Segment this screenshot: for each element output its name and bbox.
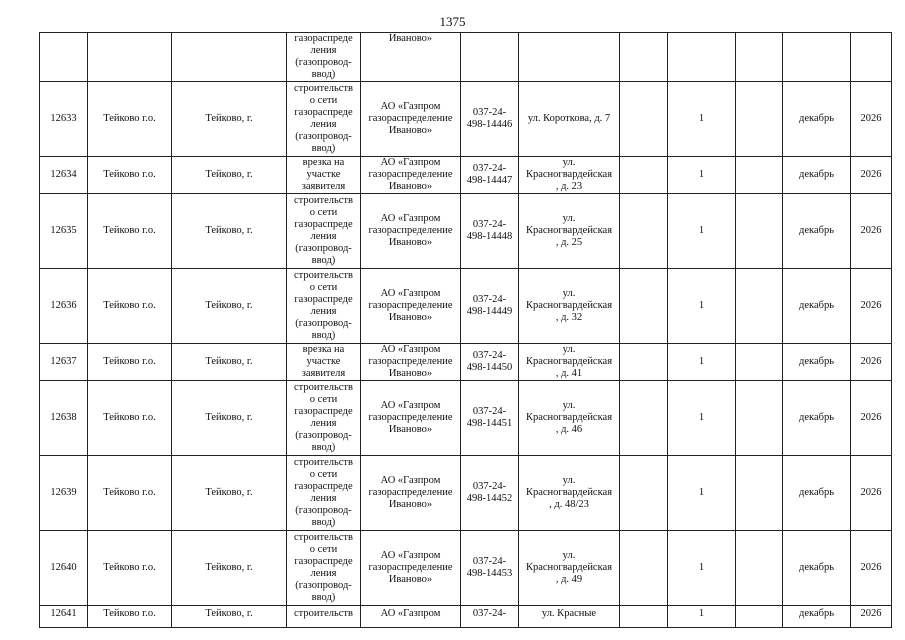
cell-empty-1: [620, 456, 668, 531]
cell-municipality: Тейково г.о.: [88, 381, 172, 456]
cell-empty-1: [620, 381, 668, 456]
cell-quantity: 1: [668, 344, 736, 381]
table-row: [40, 194, 892, 269]
cell-code: 037-24- 498-14449: [461, 269, 519, 344]
cell-empty-1: [620, 33, 668, 82]
cell-municipality: Тейково г.о.: [88, 606, 172, 628]
cell-organization: АО «Газпром газораспределение Иваново»: [361, 157, 461, 194]
cell-empty-2: [736, 82, 783, 157]
cell-address: ул. Красногвардейская , д. 49: [519, 531, 620, 606]
cell-code: 037-24-: [461, 606, 519, 628]
cell-organization: АО «Газпром газораспределение Иваново»: [361, 194, 461, 269]
cell-organization: АО «Газпром: [361, 606, 461, 628]
table-row: [40, 157, 892, 194]
cell-quantity: 1: [668, 606, 736, 628]
cell-empty-2: [736, 33, 783, 82]
cell-work-type: строительств о сети газораспреде ления (газопровод- ввод): [287, 82, 361, 157]
cell-empty-2: [736, 606, 783, 628]
cell-municipality: Тейково г.о.: [88, 531, 172, 606]
cell-address: ул. Красногвардейская , д. 23: [519, 157, 620, 194]
cell-municipality: Тейково г.о.: [88, 194, 172, 269]
cell-quantity: 1: [668, 82, 736, 157]
cell-municipality: Тейково г.о.: [88, 456, 172, 531]
cell-address: ул. Красногвардейская , д. 25: [519, 194, 620, 269]
cell-work-type: газораспреде ления (газопровод- ввод): [287, 33, 361, 82]
cell-empty-2: [736, 344, 783, 381]
cell-num: 12639: [40, 456, 88, 531]
cell-address: ул. Красные: [519, 606, 620, 628]
cell-locality: Тейково, г.: [172, 269, 287, 344]
cell-year: 2026: [851, 456, 892, 531]
cell-work-type: строительств о сети газораспреде ления (газопровод- ввод): [287, 456, 361, 531]
cell-empty-2: [736, 269, 783, 344]
cell-locality: Тейково, г.: [172, 344, 287, 381]
cell-code: 037-24- 498-14452: [461, 456, 519, 531]
cell-code: [461, 33, 519, 82]
cell-work-type: врезка на участке заявителя: [287, 157, 361, 194]
cell-organization: АО «Газпром газораспределение Иваново»: [361, 456, 461, 531]
cell-year: [851, 33, 892, 82]
cell-municipality: Тейково г.о.: [88, 269, 172, 344]
cell-address: ул. Красногвардейская , д. 41: [519, 344, 620, 381]
cell-empty-1: [620, 606, 668, 628]
cell-num: 12637: [40, 344, 88, 381]
table-row: [40, 381, 892, 456]
cell-month: декабрь: [783, 157, 851, 194]
cell-empty-1: [620, 344, 668, 381]
cell-month: [783, 33, 851, 82]
cell-locality: Тейково, г.: [172, 531, 287, 606]
cell-year: 2026: [851, 381, 892, 456]
cell-organization: АО «Газпром газораспределение Иваново»: [361, 269, 461, 344]
cell-quantity: 1: [668, 269, 736, 344]
cell-code: 037-24- 498-14448: [461, 194, 519, 269]
registry-table-body: [40, 33, 892, 628]
cell-organization: Иваново»: [361, 33, 461, 82]
cell-locality: Тейково, г.: [172, 157, 287, 194]
cell-empty-1: [620, 269, 668, 344]
cell-address: ул. Короткова, д. 7: [519, 82, 620, 157]
table-row: [40, 456, 892, 531]
cell-code: 037-24- 498-14450: [461, 344, 519, 381]
cell-month: декабрь: [783, 82, 851, 157]
cell-quantity: [668, 33, 736, 82]
cell-month: декабрь: [783, 606, 851, 628]
cell-month: декабрь: [783, 531, 851, 606]
cell-work-type: строительств о сети газораспреде ления (газопровод- ввод): [287, 381, 361, 456]
cell-month: декабрь: [783, 344, 851, 381]
cell-work-type: врезка на участке заявителя: [287, 344, 361, 381]
table-row: [40, 531, 892, 606]
cell-empty-1: [620, 194, 668, 269]
cell-code: 037-24- 498-14451: [461, 381, 519, 456]
cell-empty-2: [736, 531, 783, 606]
table-row: [40, 606, 892, 628]
cell-work-type: строительств о сети газораспреде ления (газопровод- ввод): [287, 194, 361, 269]
cell-address: ул. Красногвардейская , д. 46: [519, 381, 620, 456]
cell-num: 12640: [40, 531, 88, 606]
cell-empty-1: [620, 157, 668, 194]
cell-num: 12641: [40, 606, 88, 628]
cell-locality: Тейково, г.: [172, 606, 287, 628]
cell-code: 037-24- 498-14453: [461, 531, 519, 606]
cell-work-type: строительств о сети газораспреде ления (газопровод- ввод): [287, 531, 361, 606]
cell-organization: АО «Газпром газораспределение Иваново»: [361, 531, 461, 606]
cell-locality: Тейково, г.: [172, 381, 287, 456]
cell-municipality: Тейково г.о.: [88, 344, 172, 381]
cell-num: 12633: [40, 82, 88, 157]
cell-year: 2026: [851, 82, 892, 157]
cell-year: 2026: [851, 344, 892, 381]
cell-quantity: 1: [668, 157, 736, 194]
cell-address: ул. Красногвардейская , д. 48/23: [519, 456, 620, 531]
cell-quantity: 1: [668, 531, 736, 606]
table-row: [40, 82, 892, 157]
table-row: [40, 269, 892, 344]
cell-month: декабрь: [783, 456, 851, 531]
cell-empty-2: [736, 157, 783, 194]
cell-empty-1: [620, 531, 668, 606]
cell-municipality: [88, 33, 172, 82]
cell-month: декабрь: [783, 194, 851, 269]
cell-num: [40, 33, 88, 82]
cell-empty-2: [736, 456, 783, 531]
cell-empty-2: [736, 381, 783, 456]
cell-address: ул. Красногвардейская , д. 32: [519, 269, 620, 344]
cell-code: 037-24- 498-14447: [461, 157, 519, 194]
cell-locality: Тейково, г.: [172, 82, 287, 157]
cell-quantity: 1: [668, 456, 736, 531]
cell-quantity: 1: [668, 194, 736, 269]
cell-organization: АО «Газпром газораспределение Иваново»: [361, 381, 461, 456]
cell-year: 2026: [851, 194, 892, 269]
cell-organization: АО «Газпром газораспределение Иваново»: [361, 82, 461, 157]
cell-address: [519, 33, 620, 82]
registry-table: [39, 32, 892, 628]
cell-month: декабрь: [783, 269, 851, 344]
cell-year: 2026: [851, 269, 892, 344]
cell-quantity: 1: [668, 381, 736, 456]
cell-year: 2026: [851, 531, 892, 606]
cell-year: 2026: [851, 157, 892, 194]
cell-month: декабрь: [783, 381, 851, 456]
cell-year: 2026: [851, 606, 892, 628]
cell-organization: АО «Газпром газораспределение Иваново»: [361, 344, 461, 381]
table-row: [40, 344, 892, 381]
cell-num: 12634: [40, 157, 88, 194]
cell-num: 12636: [40, 269, 88, 344]
cell-locality: Тейково, г.: [172, 194, 287, 269]
cell-code: 037-24- 498-14446: [461, 82, 519, 157]
cell-municipality: Тейково г.о.: [88, 82, 172, 157]
table-row-carryover: [40, 33, 892, 82]
cell-num: 12635: [40, 194, 88, 269]
cell-locality: Тейково, г.: [172, 456, 287, 531]
cell-work-type: строительств о сети газораспреде ления (газопровод- ввод): [287, 269, 361, 344]
cell-num: 12638: [40, 381, 88, 456]
cell-empty-1: [620, 82, 668, 157]
page-number: 1375: [439, 14, 466, 29]
cell-empty-2: [736, 194, 783, 269]
cell-locality: [172, 33, 287, 82]
cell-work-type: строительств: [287, 606, 361, 628]
cell-municipality: Тейково г.о.: [88, 157, 172, 194]
